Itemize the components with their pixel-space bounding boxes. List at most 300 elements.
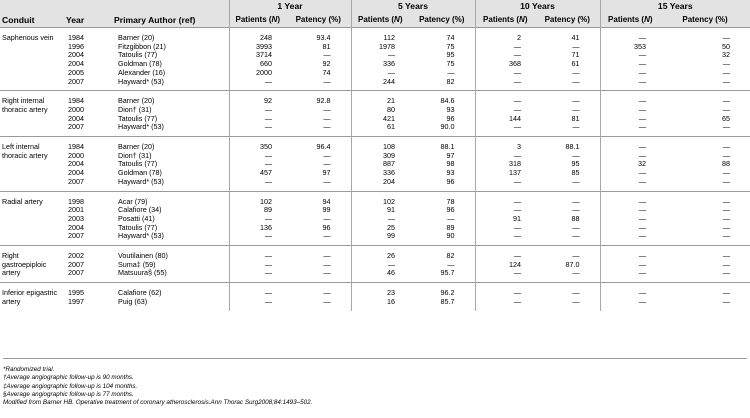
cell-patency: — <box>722 177 731 186</box>
cell-patency: — <box>572 297 580 306</box>
cell-patency: — <box>722 77 731 86</box>
table-row <box>0 106 750 115</box>
table-row <box>0 298 750 311</box>
cell-year: 2004 <box>68 51 84 60</box>
cell-patency: — <box>722 105 731 114</box>
header-year: Year <box>64 0 112 28</box>
cell-patency: — <box>722 232 731 241</box>
cell-patients: — <box>600 69 660 78</box>
cell-patency: — <box>447 214 455 223</box>
cell-year: 2007 <box>68 269 84 278</box>
cell-patency: 96 <box>446 206 455 215</box>
footnote: Modified from Barner HB. Operative treatment of coronary atherosclerosis.Ann Thorac Surg2008;84:1493–502. <box>3 399 313 407</box>
cell-patency: — <box>447 68 455 77</box>
table-row <box>0 246 750 261</box>
cell-patency: — <box>572 177 580 186</box>
cell-patients: — <box>600 269 660 282</box>
cell-patency: 97 <box>322 169 331 178</box>
cell-patency: — <box>323 160 331 169</box>
cell-patency: — <box>323 123 331 132</box>
cell-patients: 3 <box>475 137 535 152</box>
cell-patients: 336 <box>351 60 409 69</box>
cell-patients: — <box>475 123 535 136</box>
cell-patency: 95 <box>571 160 580 169</box>
cell-author: Tatoulis (77) <box>118 114 158 123</box>
cell-author: Matsuura§ (55) <box>118 269 167 278</box>
cell-patients: — <box>475 106 535 115</box>
cell-year: 2003 <box>68 214 84 223</box>
cell-patients: 2000 <box>229 69 286 78</box>
cell-patients: 1978 <box>351 43 409 52</box>
cell-year: 2007 <box>68 123 84 132</box>
cell-patency: 96 <box>446 177 455 186</box>
cell-patency: — <box>323 288 331 298</box>
cell-patency: 78 <box>446 196 455 206</box>
cell-patency: — <box>722 206 731 215</box>
cell-patients: 204 <box>351 178 409 191</box>
cell-patency: 74 <box>322 68 331 77</box>
cell-year: 1984 <box>68 33 84 42</box>
cell-patency: — <box>572 42 580 51</box>
cell-patency: — <box>572 105 580 114</box>
cell-patency: — <box>323 114 331 123</box>
cell-patients: — <box>351 215 409 224</box>
cell-patients: — <box>229 152 286 161</box>
footnote: ‡Average angiographic follow-up is 104 months. <box>3 382 138 390</box>
table-header <box>0 0 750 28</box>
cell-patients: 318 <box>475 160 535 169</box>
table-row <box>0 60 750 69</box>
cell-patients: — <box>475 298 535 311</box>
header-conduit: Conduit <box>0 0 64 28</box>
table-row <box>0 115 750 124</box>
table-row <box>0 43 750 52</box>
cell-patency: 96 <box>322 223 331 232</box>
cell-year: 1984 <box>68 142 84 152</box>
cell-patency: — <box>722 196 731 206</box>
cell-year: 1998 <box>68 196 84 206</box>
cell-patency: — <box>722 151 731 160</box>
table-row <box>0 224 750 233</box>
conduit-name: Right gastroepiploic artery <box>2 251 47 278</box>
cell-patency: 90.0 <box>440 123 455 132</box>
cell-patients: — <box>600 123 660 136</box>
table-row <box>0 123 750 136</box>
cell-author: Goldman (78) <box>118 169 162 178</box>
cell-patency: 97 <box>446 151 455 160</box>
header-period-10: 10 Years <box>475 0 600 14</box>
cell-patients: — <box>229 269 286 282</box>
header-period-1: 1 Year <box>229 0 351 14</box>
cell-patients: — <box>600 51 660 60</box>
cell-patency: — <box>722 223 731 232</box>
cell-patients: — <box>351 51 409 60</box>
table-row <box>0 232 750 245</box>
cell-author: Hayward* (53) <box>118 123 164 132</box>
header-patency: Patency (%) <box>535 14 600 28</box>
cell-author: Calafiore (34) <box>118 206 162 215</box>
cell-patients: 108 <box>351 137 409 152</box>
cell-patients: — <box>229 160 286 169</box>
cell-author: Posatti (41) <box>118 214 155 223</box>
cell-patency: — <box>722 297 731 306</box>
cell-patency: 41 <box>571 33 580 42</box>
cell-patency: — <box>722 33 731 42</box>
cell-patency: — <box>572 232 580 241</box>
cell-patients: 61 <box>351 123 409 136</box>
cell-patients: — <box>475 43 535 52</box>
cell-patency: — <box>323 105 331 114</box>
cell-author: Goldman (78) <box>118 60 162 69</box>
cell-patency: — <box>722 142 731 152</box>
cell-author: Dion† (31) <box>118 105 152 114</box>
conduit-name: Left internal thoracic artery <box>2 142 48 160</box>
cell-patients: — <box>600 152 660 161</box>
cell-patency: 75 <box>446 42 455 51</box>
cell-patients: — <box>600 283 660 298</box>
cell-patency: 99 <box>322 206 331 215</box>
cell-patients: — <box>229 115 286 124</box>
table-row <box>0 137 750 152</box>
cell-patients: 309 <box>351 152 409 161</box>
cell-patients: — <box>600 215 660 224</box>
cell-patency: — <box>323 214 331 223</box>
table-row <box>0 169 750 178</box>
cell-patients: — <box>475 269 535 282</box>
header-period-15: 15 Years <box>600 0 750 14</box>
cell-patients: — <box>600 178 660 191</box>
cell-patients: — <box>229 261 286 270</box>
cell-patients: 102 <box>229 191 286 206</box>
cell-patency: 87.0 <box>565 260 580 269</box>
cell-year: 1984 <box>68 96 84 106</box>
cell-patients: 421 <box>351 115 409 124</box>
cell-patency: 96.4 <box>316 142 331 152</box>
cell-patency: 61 <box>571 60 580 69</box>
conduit-name: Radial artery <box>2 196 43 206</box>
footnote: *Randomized trial. <box>3 366 55 373</box>
cell-patients: 2 <box>475 28 535 43</box>
header-period-5: 5 Years <box>351 0 475 14</box>
cell-author: Voutilainen (80) <box>118 251 168 261</box>
cell-patients: — <box>229 78 286 91</box>
cell-patency: — <box>323 232 331 241</box>
conduit-group <box>0 91 750 137</box>
cell-patients: 91 <box>475 215 535 224</box>
cell-patients: 124 <box>475 261 535 270</box>
table-row <box>0 206 750 215</box>
cell-patients: 26 <box>351 246 409 261</box>
cell-patency: — <box>572 251 580 261</box>
cell-patency: 88.1 <box>565 142 580 152</box>
header-author: Primary Author (ref) <box>112 0 229 28</box>
cell-year: 1996 <box>68 42 84 51</box>
conduit-group <box>0 246 750 283</box>
footnote: §Average angiographic follow-up is 77 months. <box>3 390 134 398</box>
cell-patency: — <box>447 260 455 269</box>
cell-patency: 75 <box>446 60 455 69</box>
cell-patency: 88.1 <box>440 142 455 152</box>
cell-patency: — <box>572 196 580 206</box>
cell-patients: — <box>600 115 660 124</box>
cell-patency: 74 <box>446 33 455 42</box>
cell-year: 2004 <box>68 114 84 123</box>
cell-year: 2001 <box>68 206 84 215</box>
cell-patients: 112 <box>351 28 409 43</box>
cell-patency: 92 <box>322 60 331 69</box>
cell-patients: 46 <box>351 269 409 282</box>
cell-patients: — <box>475 246 535 261</box>
cell-patients: 92 <box>229 91 286 106</box>
cell-patency: — <box>572 151 580 160</box>
conduit-group <box>0 191 750 246</box>
cell-patients: — <box>475 206 535 215</box>
cell-patients: 25 <box>351 224 409 233</box>
cell-author: Tatoulis (77) <box>118 160 158 169</box>
cell-author: Hayward* (53) <box>118 232 164 241</box>
table-row <box>0 191 750 206</box>
cell-patency: 32 <box>722 51 731 60</box>
cell-author: Hayward* (53) <box>118 177 164 186</box>
cell-patients: — <box>475 232 535 245</box>
cell-author: Barner (20) <box>118 96 155 106</box>
cell-patency: — <box>572 123 580 132</box>
cell-patients: — <box>475 191 535 206</box>
cell-patients: — <box>475 78 535 91</box>
table-row <box>0 160 750 169</box>
cell-patients: — <box>229 178 286 191</box>
conduit-name: Saphenous vein <box>2 33 54 42</box>
cell-patency: 94 <box>322 196 331 206</box>
cell-patency: 82 <box>446 77 455 86</box>
cell-patency: 95.7 <box>440 269 455 278</box>
cell-patients: — <box>229 215 286 224</box>
cell-patency: 93 <box>446 105 455 114</box>
cell-patients: 144 <box>475 115 535 124</box>
cell-patients: 99 <box>351 232 409 245</box>
cell-patients: — <box>351 69 409 78</box>
cell-patients: — <box>229 283 286 298</box>
cell-patency: 96.2 <box>440 288 455 298</box>
cell-patency: — <box>323 297 331 306</box>
cell-year: 2000 <box>68 151 84 160</box>
cell-patency: — <box>722 123 731 132</box>
cell-patency: 95 <box>446 51 455 60</box>
cell-patency: — <box>572 68 580 77</box>
cell-patency: 71 <box>571 51 580 60</box>
header-patency: Patency (%) <box>286 14 351 28</box>
cell-patency: — <box>722 96 731 106</box>
cell-patients: — <box>600 206 660 215</box>
cell-author: Hayward* (53) <box>118 77 164 86</box>
table-row <box>0 283 750 298</box>
cell-patients: 91 <box>351 206 409 215</box>
cell-patients: — <box>229 106 286 115</box>
cell-patency: — <box>323 51 331 60</box>
cell-patients: — <box>600 78 660 91</box>
cell-patients: 102 <box>351 191 409 206</box>
cell-author: Alexander (16) <box>118 68 166 77</box>
cell-patients: 353 <box>600 43 660 52</box>
cell-author: Barner (20) <box>118 142 155 152</box>
cell-patency: 50 <box>722 42 731 51</box>
table-row <box>0 69 750 78</box>
cell-patients: 80 <box>351 106 409 115</box>
cell-author: Tatoulis (77) <box>118 51 158 60</box>
table-row <box>0 269 750 282</box>
cell-patients: — <box>600 137 660 152</box>
cell-patients: — <box>229 123 286 136</box>
cell-year: 2004 <box>68 160 84 169</box>
cell-patency: — <box>572 77 580 86</box>
cell-patients: 23 <box>351 283 409 298</box>
cell-patency: 85.7 <box>440 297 455 306</box>
cell-patency: 84.6 <box>440 96 455 106</box>
cell-author: Fitzgibbon (21) <box>118 42 166 51</box>
cell-patients: — <box>475 51 535 60</box>
cell-patients: — <box>600 246 660 261</box>
cell-patients: — <box>600 232 660 245</box>
cell-patency: 93 <box>446 169 455 178</box>
cell-patients: 3714 <box>229 51 286 60</box>
cell-patency: 85 <box>571 169 580 178</box>
cell-patency: — <box>572 206 580 215</box>
cell-patency: — <box>722 260 731 269</box>
footnote: †Average angiographic follow-up is 90 months. <box>3 374 134 382</box>
cell-patients: — <box>351 261 409 270</box>
table-row <box>0 28 750 43</box>
cell-patency: — <box>572 288 580 298</box>
cell-patients: — <box>229 232 286 245</box>
cell-year: 2005 <box>68 68 84 77</box>
cell-patency: 96 <box>446 114 455 123</box>
cell-year: 2000 <box>68 105 84 114</box>
cell-patency: 92.8 <box>316 96 331 106</box>
cell-patency: 98 <box>446 160 455 169</box>
cell-year: 2004 <box>68 169 84 178</box>
cell-patency: — <box>722 251 731 261</box>
cell-patients: — <box>600 298 660 311</box>
conduit-group <box>0 28 750 91</box>
cell-year: 1995 <box>68 288 84 298</box>
cell-patency: — <box>323 177 331 186</box>
cell-patients: — <box>600 60 660 69</box>
cell-patients: 248 <box>229 28 286 43</box>
conduit-group <box>0 283 750 311</box>
cell-patency: 90 <box>446 232 455 241</box>
cell-patency: — <box>572 223 580 232</box>
table-row <box>0 152 750 161</box>
cell-patency: — <box>323 269 331 278</box>
cell-author: Tatoulis (77) <box>118 223 158 232</box>
cell-patients: — <box>600 106 660 115</box>
cell-patients: 16 <box>351 298 409 311</box>
cell-patency: — <box>722 288 731 298</box>
cell-patients: — <box>600 91 660 106</box>
cell-author: Dion† (31) <box>118 151 152 160</box>
conduit-group <box>0 137 750 192</box>
cell-patency: — <box>722 169 731 178</box>
header-patency: Patency (%) <box>660 14 750 28</box>
cell-year: 2002 <box>68 251 84 261</box>
cell-patients: 244 <box>351 78 409 91</box>
cell-patency: 82 <box>446 251 455 261</box>
cell-patients: — <box>600 261 660 270</box>
table-footnotes <box>3 358 747 407</box>
cell-patients: 32 <box>600 160 660 169</box>
cell-patients: 350 <box>229 137 286 152</box>
cell-patency: — <box>572 269 580 278</box>
cell-patients: 3993 <box>229 43 286 52</box>
cell-patency: 65 <box>722 114 731 123</box>
cell-year: 2007 <box>68 232 84 241</box>
table-row <box>0 51 750 60</box>
cell-patency: — <box>572 96 580 106</box>
cell-patency: 81 <box>322 42 331 51</box>
cell-patients: — <box>475 69 535 78</box>
conduit-name: Inferior epigastric artery <box>2 288 58 306</box>
cell-patients: 660 <box>229 60 286 69</box>
cell-patients: 89 <box>229 206 286 215</box>
cell-patients: 21 <box>351 91 409 106</box>
cell-patency: 93.4 <box>316 33 331 42</box>
cell-patients: 336 <box>351 169 409 178</box>
cell-patients: — <box>600 191 660 206</box>
cell-year: 2007 <box>68 77 84 86</box>
cell-patients: — <box>475 91 535 106</box>
cell-patency: — <box>323 151 331 160</box>
cell-patients: — <box>475 178 535 191</box>
cell-author: Acar (79) <box>118 196 148 206</box>
cell-patients: — <box>600 224 660 233</box>
cell-year: 2004 <box>68 60 84 69</box>
cell-patency: 88 <box>722 160 731 169</box>
cell-patency: — <box>323 260 331 269</box>
table-row <box>0 78 750 91</box>
header-patients: Patients (N) <box>475 14 535 28</box>
cell-patency: — <box>722 60 731 69</box>
cell-year: 2007 <box>68 260 84 269</box>
cell-patency: 89 <box>446 223 455 232</box>
cell-year: 2004 <box>68 223 84 232</box>
cell-patients: — <box>600 28 660 43</box>
cell-patients: — <box>475 283 535 298</box>
cell-patency: — <box>722 68 731 77</box>
cell-author: Barner (20) <box>118 33 155 42</box>
cell-patency: — <box>323 77 331 86</box>
table-row <box>0 215 750 224</box>
cell-patency: — <box>722 269 731 278</box>
table-row <box>0 261 750 270</box>
cell-author: Puig (63) <box>118 297 148 306</box>
cell-author: Calafiore (62) <box>118 288 162 298</box>
cell-patients: 136 <box>229 224 286 233</box>
cell-patients: — <box>600 169 660 178</box>
cell-patency: 81 <box>571 114 580 123</box>
cell-patency: — <box>722 214 731 223</box>
cell-patients: — <box>229 246 286 261</box>
conduit-name: Right internal thoracic artery <box>2 96 48 114</box>
cell-patients: — <box>475 152 535 161</box>
cell-patients: — <box>229 298 286 311</box>
table-row <box>0 178 750 191</box>
cell-patients: 368 <box>475 60 535 69</box>
cell-patients: 457 <box>229 169 286 178</box>
cell-author: Suma‡ (59) <box>118 260 156 269</box>
table-row <box>0 91 750 106</box>
cell-year: 2007 <box>68 177 84 186</box>
cell-patients: 137 <box>475 169 535 178</box>
